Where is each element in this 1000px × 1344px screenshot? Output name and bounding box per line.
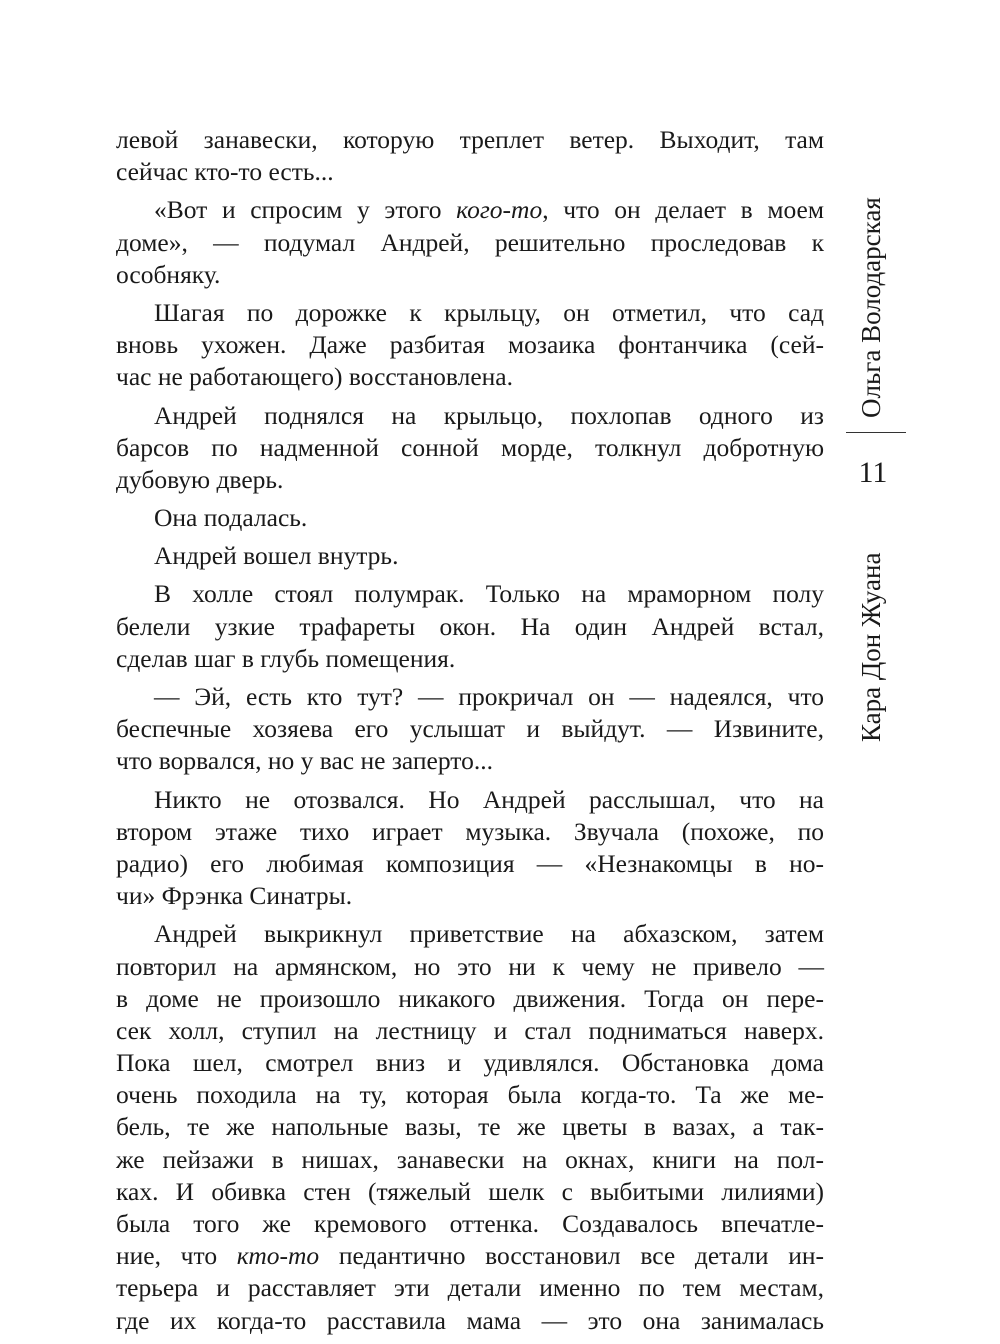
body-text: [116, 124, 824, 1337]
text-line: Никто не отозвался. Но Андрей расслышал, что на: [154, 784, 824, 814]
running-head-title: Кара Дон Жуана: [856, 552, 886, 742]
text-line: барсов по надменной сонной морде, толкнул добротную: [116, 432, 824, 462]
text-line: сделав шаг в глубь помещения.: [116, 643, 456, 673]
text-line: втором этаже тихо играет музыка. Звучала (похоже, по: [116, 816, 824, 846]
text-line: Андрей вошел внутрь.: [154, 541, 399, 571]
text-line: повторил на армянском, но это ни к чему не привело —: [116, 951, 824, 981]
text-line: очень походила на ту, которая была когда-то. Та же ме-: [116, 1080, 824, 1110]
text-line: Она подалась.: [154, 503, 308, 533]
text-line: В холле стоял полумрак. Только на мраморном полу: [154, 579, 824, 609]
running-head-divider: [846, 432, 906, 433]
text-line: вновь ухожен. Даже разбитая мозаика фонтанчика (сей-: [116, 330, 824, 360]
text-line: доме», — подумал Андрей, решительно проследовав к: [116, 227, 824, 257]
text-line: особняку.: [116, 259, 221, 289]
text-line: беспечные хозяева его услышат и выйдут. — Извините,: [116, 714, 824, 744]
text-line: Пока шел, смотрел вниз и удивлялся. Обстановка дома: [116, 1048, 824, 1078]
text-line: сек холл, ступил на лестницу и стал подниматься наверх.: [116, 1015, 824, 1045]
text-line: была того же кремового оттенка. Создавалось впечатле-: [116, 1209, 824, 1238]
text-line: Андрей поднялся на крыльцо, похлопав одного из: [154, 400, 824, 430]
text-line: где их когда-то расставила мама — это она занималась: [116, 1305, 824, 1335]
text-line: дубовую дверь.: [116, 464, 284, 494]
text-line: час не работающего) восстановлена.: [116, 362, 513, 392]
text-line: бель, те же напольные вазы, те же цветы в вазах, а так-: [116, 1112, 824, 1142]
text-line: радио) его любимая композиция — «Незнакомцы в но-: [116, 848, 824, 878]
text-line: в доме не произошло никакого движения. Тогда он пере-: [116, 983, 824, 1013]
text-line: — Эй, есть кто тут? — прокричал он — надеялся, что: [154, 682, 824, 711]
text-line: белели узкие трафареты окон. На один Андрей встал,: [116, 611, 824, 641]
text-line: же пейзажи в нишах, занавески на окнах, книги на пол-: [116, 1144, 824, 1174]
page-number: 11: [858, 456, 888, 489]
text-line: сейчас кто-то есть...: [116, 157, 334, 187]
text-line: «Вот и спросим у этого кого-то, что он делает в моем: [154, 195, 824, 225]
text-line: что ворвался, но у вас не заперто...: [116, 746, 493, 776]
text-line: Шагая по дорожке к крыльцу, он отметил, что сад: [154, 297, 824, 327]
text-line: ние, что кто-то педантично восстановил все детали ин-: [116, 1241, 824, 1271]
text-line: Андрей выкрикнул приветствие на абхазском, затем: [154, 919, 824, 949]
text-line: чи» Фрэнка Синатры.: [116, 881, 353, 911]
text-line: терьера и расставляет эти детали именно по тем местам,: [116, 1273, 824, 1303]
text-line: ках. И обивка стен (тяжелый шелк с выбитыми лилиями): [116, 1176, 824, 1206]
running-head-column: [842, 150, 902, 750]
text-line: левой занавески, которую треплет ветер. Выходит, там: [116, 125, 824, 154]
italic-emphasis: кого-то: [456, 195, 543, 225]
italic-emphasis: кто-то: [236, 1241, 320, 1271]
running-head-author: Ольга Володарская: [856, 197, 886, 418]
